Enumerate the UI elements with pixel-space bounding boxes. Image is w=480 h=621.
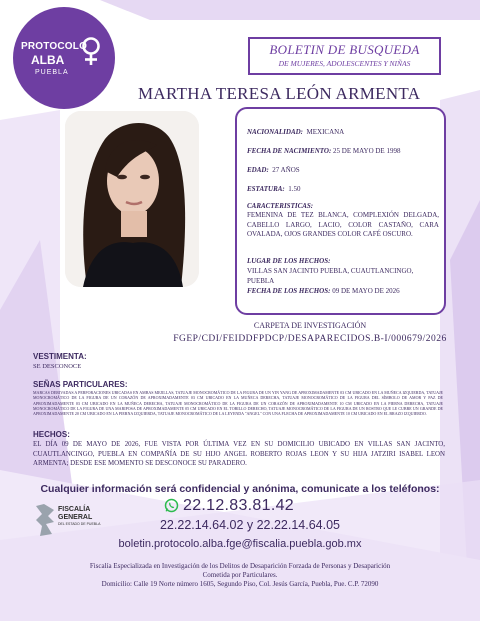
contact-email[interactable]: boletin.protocolo.alba.fge@fiscalia.puebla.gob.mx xyxy=(118,538,362,550)
nationality-row xyxy=(247,128,344,136)
logo-line1: PROTOCOLO xyxy=(21,41,88,52)
clothing-label: VESTIMENTA: xyxy=(33,352,87,361)
nationality-value: MEXICANA xyxy=(306,128,345,136)
age-row xyxy=(247,166,300,174)
marks-label: SEÑAS PARTICULARES: xyxy=(33,380,128,389)
events-value: EL DÍA 09 DE MAYO DE 2026, FUE VISTA POR ÚLTIMA VEZ EN SU DOMICILIO UBICADO EN VILLAS SAN JACINTO, CUAUTLANCINGO, PUEBLA EN COMPAÑÍA DE SU HIJO ANGEL ROBERTO ROJAS LEON Y SU HIJA JATZIRI ISABEL LEON ARMENTA; DESDE ESE MOMENTO SE DESCONOCE SU PARADERO. xyxy=(33,441,445,468)
fiscalia-line2: GENERAL xyxy=(58,514,93,521)
events-label: HECHOS: xyxy=(33,430,70,439)
female-symbol-icon xyxy=(80,35,102,67)
birthdate-value: 25 DE MAYO DE 1998 xyxy=(333,147,401,155)
phone-secondary[interactable]: 22.22.14.64.02 y 22.22.14.64.05 xyxy=(159,518,341,532)
phone-primary[interactable]: 22.12.83.81.42 xyxy=(183,497,294,514)
contact-call-to-action: Cualquier información será confidencial y anónima, comunicate a los teléfonos: xyxy=(40,483,440,495)
place-value: VILLAS SAN JACINTO PUEBLA, CUAUTLANCINGO, PUEBLA xyxy=(247,267,414,285)
bulletin-subtitle: DE MUJERES, ADOLESCENTES Y NIÑAS xyxy=(278,59,411,68)
case-file xyxy=(170,321,450,344)
footer xyxy=(30,562,450,589)
place-label: LUGAR DE LOS HECHOS: xyxy=(247,257,331,265)
clothing-value: SE DESCONOCE xyxy=(33,363,82,370)
characteristics-value: FEMENINA DE TEZ BLANCA, COMPLEXIÓN DELGADA, CABELLO LARGO, LACIO, COLOR CASTAÑO, CARA OVALADA, OJOS GRANDES COLOR CAFÉ OSCURO. xyxy=(247,211,439,239)
bulletin-title: BOLETIN DE BUSQUEDA xyxy=(269,42,420,57)
case-file-number: FGEP/CDI/FEIDDFPDCP/DESAPARECIDOS.B-I/000679/2026 xyxy=(173,334,447,344)
nationality-label: NACIONALIDAD: xyxy=(247,128,304,136)
event-date-value: 09 DE MAYO DE 2026 xyxy=(332,287,400,295)
footer-line2: Cometida por Particulares. xyxy=(202,571,278,579)
birthdate-label: FECHA DE NACIMIENTO: xyxy=(247,147,332,155)
logo-line3: PUEBLA xyxy=(35,69,69,76)
person-name: MARTHA TERESA LEÓN ARMENTA xyxy=(138,84,421,103)
height-row xyxy=(247,185,300,193)
event-date-row xyxy=(247,287,400,295)
height-label: ESTATURA: xyxy=(247,185,285,193)
marks-value: MARCAS DERIVADAS A PERFORACIONES UBICADAS EN AMBAS MEJILLAS, TATUAJE MONOCROMÁTICO DE LA FIGURA DE UN YIN YANG DE APROXIMADAMENTE 03 CM UBICADO EN LA MUÑECA IZQUIERDA, TATUAJE MONOCROMÁTICO DE LA FIGURA DE UN CORAZÓN DE APROXIMADAMENTE 03 CM UBICADO EN LA MUÑECA DERECHA, TATUAJE MONOCROMÁTICO DE LA FIGURA DEL SÍMBOLO DE AMOR Y PAZ DE APROXIMADAMENTE 03 CM UBICADO EN LA MUÑECA DERECHA, TATUAJE MONOCROMÁTICO DE LA FIGURA DE UN CORAZÓN DE APROXIMADAMENTE 10 CM UBICADO EN LA PIERNA DERECHA, TATUAJE MONOCROMÁTICO DE LA FIGURA DE UNA MARIPOSA DE APROXIMADAMENTE 05 CM UBICADO EN EL TOBILLO DERECHO, TATUAJE MONOCROMÁTICO DE LA FIGURA DE UN ROSTRO QUE LE CUBRE UN GRANDE DE APROXIMADAMENTE 20 CM UBICADO EN LA PIERNA IZQUIERDA, TATUAJE MONOCROMÁTICO DE LA LEYENDA "ANGEL" CON UNA FLECHA DE APROXIMADAMENTE 10 CM UBICADO EN EL BRAZO IZQUIERDO. xyxy=(33,390,443,417)
birthdate-row xyxy=(247,147,400,155)
protocolo-alba-logo xyxy=(13,7,115,109)
age-label: EDAD: xyxy=(247,166,269,174)
characteristics-label: CARACTERISTICAS: xyxy=(247,202,314,210)
footer-address: Domicilio: Calle 19 Norte número 1605, Segundo Piso, Col. Jesús García, Puebla, Pue. C.P. 72090 xyxy=(101,580,379,588)
bulletin-title-box xyxy=(248,37,441,75)
logo-line2: ALBA xyxy=(31,53,65,67)
info-box xyxy=(235,107,446,315)
height-value: 1.50 xyxy=(288,185,301,193)
event-date-label: FECHA DE LOS HECHOS: xyxy=(247,287,331,295)
fiscalia-line3: DEL ESTADO DE PUEBLA xyxy=(58,522,101,526)
fiscalia-line1: FISCALÍA xyxy=(58,506,91,513)
footer-line1: Fiscalía Especializada en Investigación de los Delitos de Desaparición Forzada de Personas y Desaparición xyxy=(89,562,391,570)
case-file-label: CARPETA DE INVESTIGACIÓN xyxy=(253,321,367,330)
whatsapp-icon xyxy=(164,498,179,513)
person-photo xyxy=(65,111,199,287)
age-value: 27 AÑOS xyxy=(272,166,300,174)
